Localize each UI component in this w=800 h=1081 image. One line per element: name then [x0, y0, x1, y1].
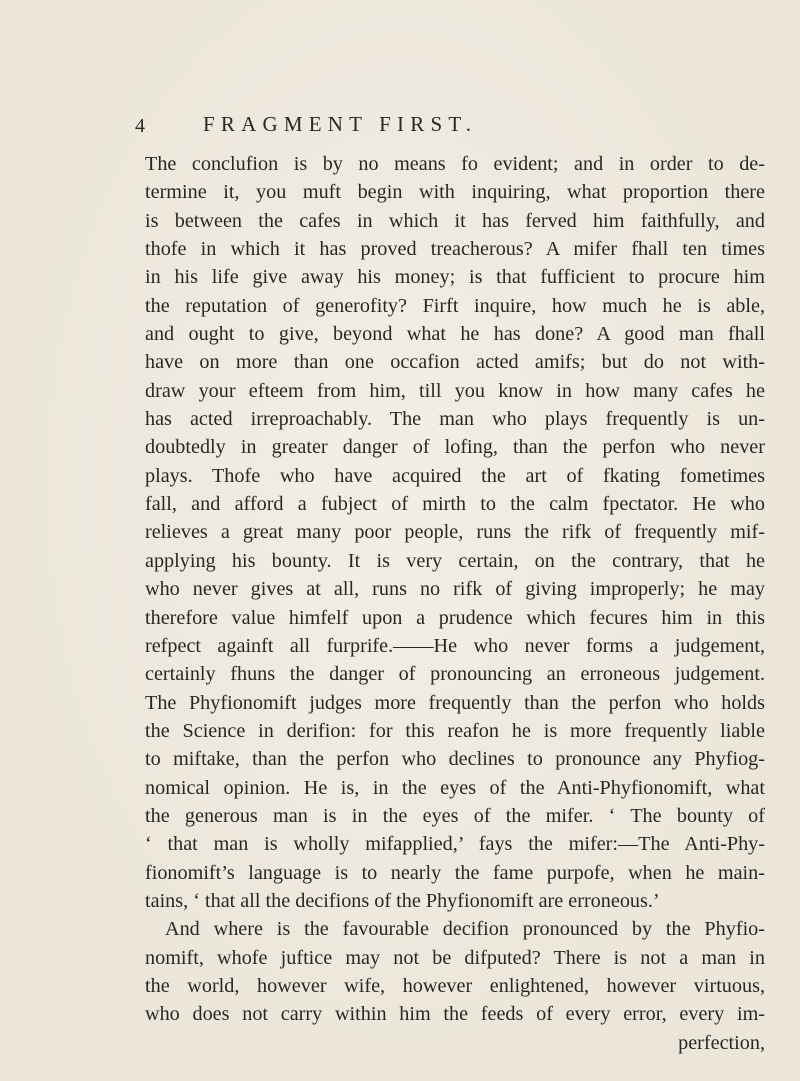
- text-line: fall, and afford a fubject of mirth to the calm fpectator. He who: [145, 493, 765, 516]
- text-line: who never gives at all, runs no rifk of giving improperly; he may: [145, 578, 765, 601]
- text-line: to miftake, than the perfon who declines to pronounce any Phyfiog-: [145, 748, 765, 771]
- text-line: The conclufion is by no means fo evident; and in order to de-: [145, 153, 765, 175]
- text-line: the Science in derifion: for this reafon he is more frequently liable: [145, 719, 765, 742]
- text-line: certainly fhuns the danger of pronouncing an erroneous judgement.: [145, 663, 765, 686]
- text-line: fionomift’s language is to nearly the fame purpofe, when he main-: [145, 861, 765, 884]
- text-line: And where is the favourable decifion pronounced by the Phyfio-: [165, 918, 765, 941]
- text-line: applying his bounty. It is very certain, on the contrary, that he: [145, 549, 765, 572]
- text-line: who does not carry within him the feeds of every error, every im-: [145, 1003, 765, 1026]
- text-line: nomift, whofe juftice may not be difputed? There is not a man in: [145, 946, 765, 969]
- paragraph: [145, 915, 765, 1028]
- text-line: the world, however wife, however enlightened, however virtuous,: [145, 974, 765, 997]
- text-line: nomical opinion. He is, in the eyes of the Anti-Phyfionomift, what: [145, 776, 765, 799]
- text-line: have on more than one occafion acted amifs; but do not with-: [145, 351, 765, 374]
- page-number: 4: [135, 115, 145, 137]
- text-line: termine it, you muft begin with inquiring, what proportion there: [145, 181, 765, 204]
- paragraph: [145, 150, 765, 915]
- text-line: has acted irreproachably. The man who plays frequently is un-: [145, 408, 765, 431]
- text-line: The Phyfionomift judges more frequently than the perfon who holds: [145, 691, 765, 714]
- running-head-title: FRAGMENT FIRST.: [203, 112, 478, 136]
- body-text: [145, 150, 765, 1057]
- text-line: tains, ‘ that all the decifions of the Phyfionomift are erroneous.’: [145, 889, 660, 912]
- text-line: is between the cafes in which it has ferved him faithfully, and: [145, 209, 765, 232]
- text-line: the reputation of generofity? Firft inquire, how much he is able,: [145, 294, 765, 317]
- text-line: plays. Thofe who have acquired the art of fkating fometimes: [145, 464, 765, 487]
- text-line: relieves a great many poor people, runs the rifk of frequently mif-: [145, 521, 765, 544]
- running-head: [135, 112, 765, 144]
- catchword: perfection,: [678, 1031, 765, 1054]
- text-line: thofe in which it has proved treacherous? A mifer fhall ten times: [145, 238, 765, 261]
- text-line: in his life give away his money; is that fufficient to procure him: [145, 266, 765, 289]
- text-line: the generous man is in the eyes of the mifer. ‘ The bounty of: [145, 804, 765, 827]
- text-line: refpect againft all furprife.——He who never forms a judgement,: [145, 634, 765, 657]
- text-line: doubtedly in greater danger of lofing, than the perfon who never: [145, 436, 765, 459]
- text-line: draw your efteem from him, till you know in how many cafes he: [145, 379, 765, 402]
- text-line: and ought to give, beyond what he has done? A good man fhall: [145, 323, 765, 346]
- text-line: therefore value himfelf upon a prudence which fecures him in this: [145, 606, 765, 629]
- text-line: ‘ that man is wholly mifapplied,’ fays the mifer:—The Anti-Phy-: [145, 833, 765, 856]
